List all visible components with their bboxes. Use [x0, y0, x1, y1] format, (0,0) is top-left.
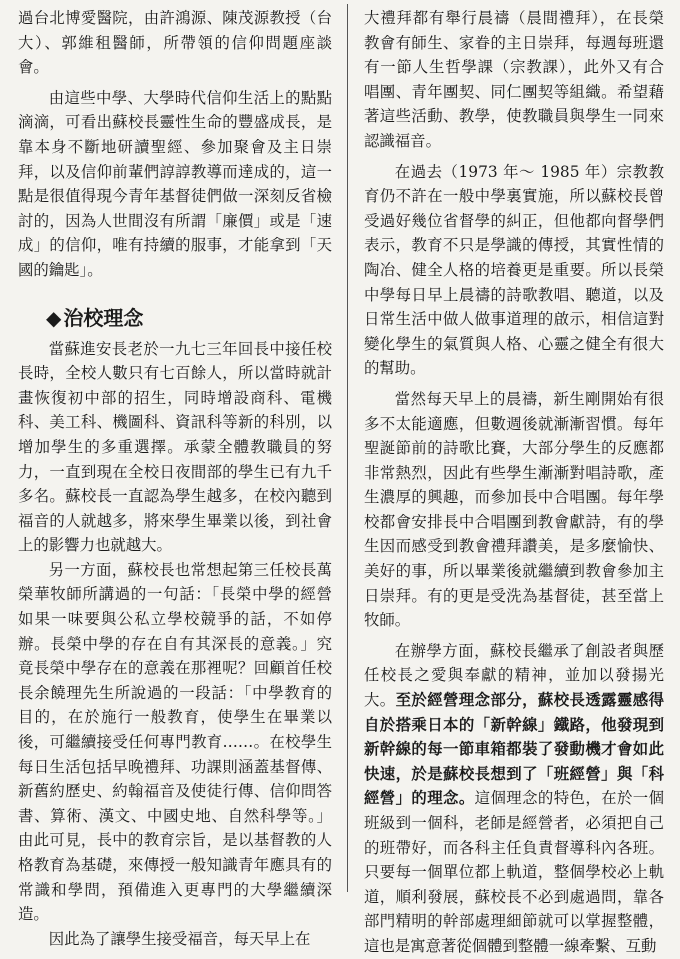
paragraph: 在過去（1973 年～ 1985 年）宗教教育仍不許在一般中學裏實施，所以蘇校長曾受過好幾位省督學的糾正，但他都向督學們表示，教育不只是學識的傳授，其實性情的陶冶、健全人格的培養更是重要。所以長榮中學每日早上晨禱的詩歌教唱、聽道，以及日常生活中做人做事道理的啟示，相信這對變化學生的氣質與人格、心靈之健全有很大的幫助。: [364, 162, 664, 378]
paragraph: 因此為了讓學生接受福音，每天早上在: [48, 929, 311, 948]
paragraph-text: 這個理念的特色，在於一個班級到一個科，老師是經營者，必須把自己的班帶好，而各科主任負責督導科內各班。只要每一個單位都上軌道，整個學校必上軌道，順利發展，蘇校長不必到處過問，靠各部門精明的幹部處理細節就可以掌握整體，這也是寓意著從個體到整體一線牽繫、互動: [364, 789, 664, 955]
section-heading: [46, 305, 332, 331]
paragraph: 另一方面，蘇校長也常想起第三任校長萬榮華牧師所講過的一句話：「長榮中學的經營如果一味要與公私立學校競爭的話，不如停辦。長榮中學的存在自有其深長的意義。」究竟長榮中學存在的意義在那裡呢？回顧首任校長余饒理先生所說過的一段話：「中學教育的目的，在於施行一般教育，使學生在畢業以後，可繼續接受任何專門教育……。在校學生每日生活包括早晚禮拜、功課則涵蓋基督傳、新舊約歷史、約翰福音及使徒行傳、信仰問答書、算術、漢文、中國史地、自然科學等。」由此可見，長中的教育宗旨，是以基督教的人格教育為基礎，來傳授一般知識青年應具有的常識和學問，預備進入更專門的大學繼續深造。: [18, 560, 332, 924]
paragraph: 大禮拜都有舉行晨禱（晨間禮拜），在長榮教會有師生、家眷的主日崇拜，每週每班還有一節人生哲學課（宗教課），此外又有合唱團、青年團契、同仁團契等組織。希望藉著這些活動、教學，使教職員與學生一同來認識福音。: [364, 9, 664, 150]
right-column: [364, 6, 664, 959]
paragraph: [364, 639, 664, 959]
paragraph: 過台北博愛醫院，由許鴻源、陳茂源教授（台大）、郭維租醫師，所帶領的信仰問題座談會。: [18, 9, 332, 77]
left-column: [18, 6, 332, 951]
section-heading-text: 治校理念: [63, 305, 144, 330]
paragraph: 當蘇進安長老於一九七三年回長中接任校長時，全校人數只有七百餘人，所以當時就計畫恢復初中部的招生，同時增設商科、電機科、美工科、機圖科、資訊科等新的科別，以增加學生的多重選擇。承蒙全體教職員的努力，一直到現在全校日夜間部的學生已有九千多名。蘇校長一直認為學生越多，在校內聽到福音的人就越多，將來學生畢業以後，到社會上的影響力也就越大。: [18, 339, 332, 555]
paragraph-text: 在辦學方面，蘇校長繼承了創設者與歷任校長之愛與奉獻的精神，並加以發揚光大。: [364, 641, 664, 710]
diamond-bullet-icon: ◆: [46, 305, 62, 330]
column-divider: [347, 4, 348, 892]
paragraph: 由這些中學、大學時代信仰生活上的點點滴滴，可看出蘇校長靈性生命的豐盛成長，是靠本身不斷地研讀聖經、參加聚會及主日崇拜，以及信仰前輩們諄諄教導而達成的，這一點是很值得現今青年基督徒們做一深刻反省檢討的，因為人世間沒有所謂「廉價」或是「速成」的信仰，唯有持續的服事，才能拿到「天國的鑰匙」。: [18, 88, 332, 279]
paragraph: 當然每天早上的晨禱，新生剛開始有很多不太能適應，但數週後就漸漸習慣。每年聖誕節前的詩歌比賽，大部分學生的反應都非常熱烈，因此有些學生漸漸對唱詩歌，產生濃厚的興趣，而參加長中合唱團。每年學校都會安排長中合唱團到教會獻詩，有的學生因而感受到教會禮拜讚美，是多麼愉快、美好的事，所以畢業後就繼續到教會參加主日崇拜。有的更是受洗為基督徒，甚至當上牧師。: [364, 389, 664, 630]
bold-text: 至於經營理念部分，蘇校長透露靈感得自於搭乘日本的「新幹線」鐵路，他發現到新幹線的每一節車箱都裝了發動機才會如此快速，於是蘇校長想到了「班經營」與「科經營」的理念。: [364, 691, 664, 808]
